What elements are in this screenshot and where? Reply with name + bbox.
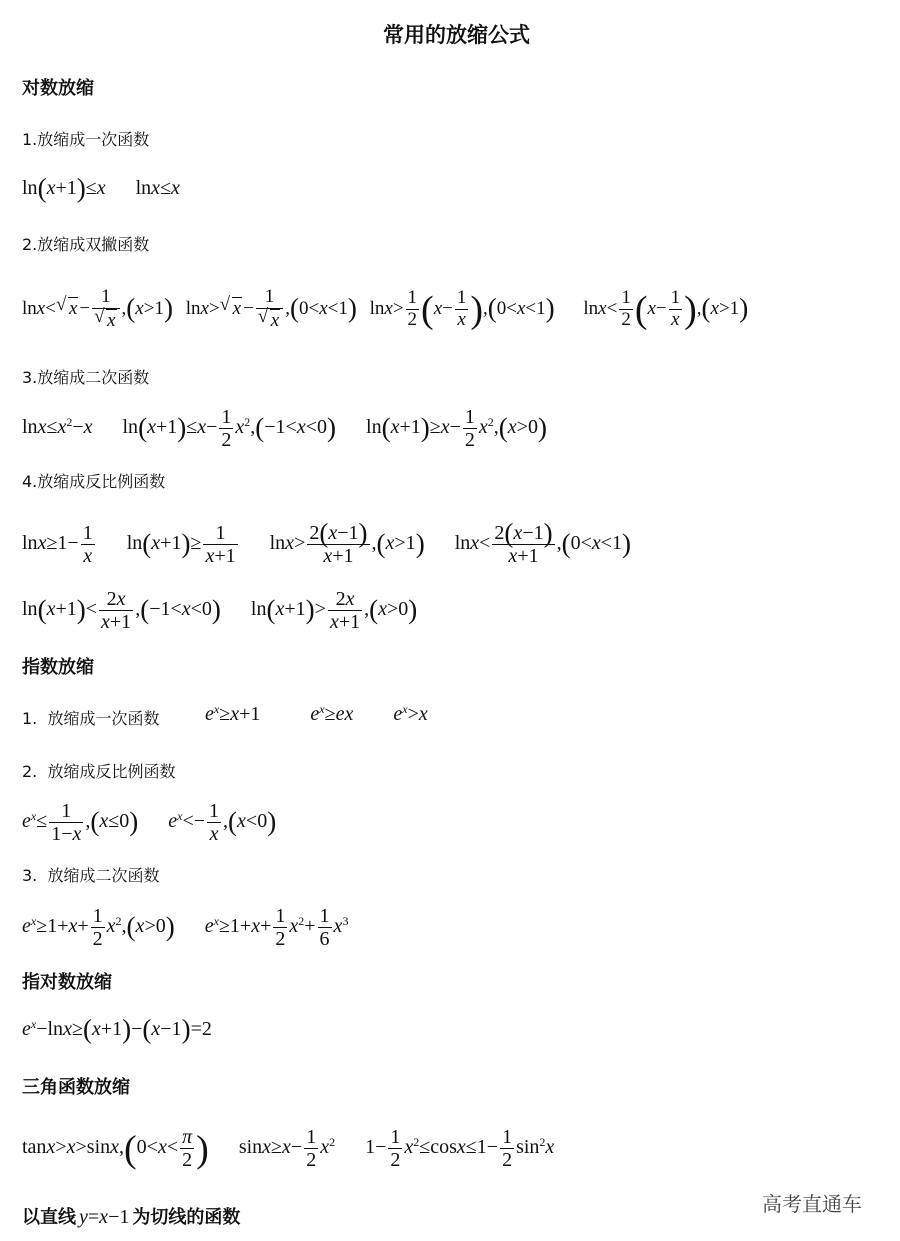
formula-exp-linear: $e^x\ge x+1$ $e^x\ge ex$ $e^x>x$	[205, 701, 428, 725]
subheading-exp-linear	[22, 706, 159, 729]
watermark: 高考直通车	[762, 1192, 862, 1216]
formula-log-reciprocal-2: ln(x+1)< $\frac{2x}{x+1}$ ,(−1<x<0) ln(x+1)> $\frac{2x}{x+1}$ ,(x>0)	[22, 588, 418, 633]
section-heading-log: 对数放缩	[22, 78, 94, 99]
subheading-exp-reciprocal	[22, 759, 175, 782]
section-heading-exp: 指数放缩	[22, 657, 94, 678]
subheading-text: 放缩成二次函数	[47, 866, 160, 885]
subheading-log-reciprocal: 4.放缩成反比例函数	[22, 472, 166, 491]
formula-explog: $e^x-\ln x\ge(x+1)-(x-1)=2$	[22, 1014, 212, 1045]
section-heading-explog: 指对数放缩	[22, 972, 112, 993]
subheading-log-quadratic: 3.放缩成二次函数	[22, 368, 150, 387]
subheading-number: 3.	[22, 866, 38, 885]
subheading-number: 2.	[22, 762, 38, 781]
formula-log-linear: ln(x+1)≤x lnx≤x	[22, 173, 180, 204]
section-heading-tangent	[22, 1203, 240, 1229]
section-heading-trig: 三角函数放缩	[22, 1077, 130, 1098]
heading-text-pre: 以直线	[22, 1207, 76, 1228]
formula-log-quadratic: $\ln x\le x^2-x$ ln(x+1)≤x− $\frac{1}{2}$ $x^2,(-1<x<0)$ ln(x+1)≥x− $\frac{1}{2}$ $x^2,(x>0)$	[22, 406, 547, 451]
subheading-number: 1.	[22, 709, 38, 728]
formula-exp-quadratic: $e^x\ge 1+x+$ $\frac{1}{2}$ $x^2,(x>0)$ $e^x\ge 1+x+$ $\frac{1}{2}$ $x^2+$ $\frac{1}{6}$ $x^3$	[22, 905, 349, 950]
subheading-text: 放缩成一次函数	[47, 709, 160, 728]
subheading-log-linear: 1.放缩成一次函数	[22, 130, 150, 149]
formula-log-reciprocal-1: lnx≥1− $\frac{1}{x}$ ln(x+1)≥ $\frac{1}{x+1}$ lnx> $\frac{2(x-1)}{x+1}$ ,(x>1) lnx< $\frac{2(x-1)}{x+1}$ ,(0<x<1)	[22, 518, 632, 567]
formula-log-double: lnx<√ x − 1 √ x ,(x>1) lnx>√ x − 1 √ x ,(0<x<1) lnx> $\frac{1}{2}$ (x− $\frac{1}{x}$ ),(0<x<1) lnx< $\frac{1}{2}$ (x− $\frac{1}{x}$ ),(x>1)	[22, 287, 748, 332]
subheading-log-double: 2.放缩成双撇函数	[22, 235, 150, 254]
subheading-exp-quadratic	[22, 863, 159, 886]
formula-trig: tanx>x>sinx,(0<x< $\frac{\pi}{2}$ ) sinx≥x− $\frac{1}{2}$ $x^2$ 1− $\frac{1}{2}$ $x^2\le\cos x\le 1-$ $\frac{1}{2}$ $\sin^2x$	[22, 1126, 555, 1171]
heading-formula: y=x−1	[79, 1206, 130, 1228]
heading-text-post: 为切线的函数	[132, 1207, 241, 1228]
subheading-text: 放缩成反比例函数	[47, 762, 176, 781]
page-title: 常用的放缩公式	[383, 23, 530, 47]
formula-exp-reciprocal: $e^x\le$ $\frac{1}{1-x}$ ,(x≤0) $e^x<-$ $\frac{1}{x}$ ,(x<0)	[22, 800, 277, 845]
